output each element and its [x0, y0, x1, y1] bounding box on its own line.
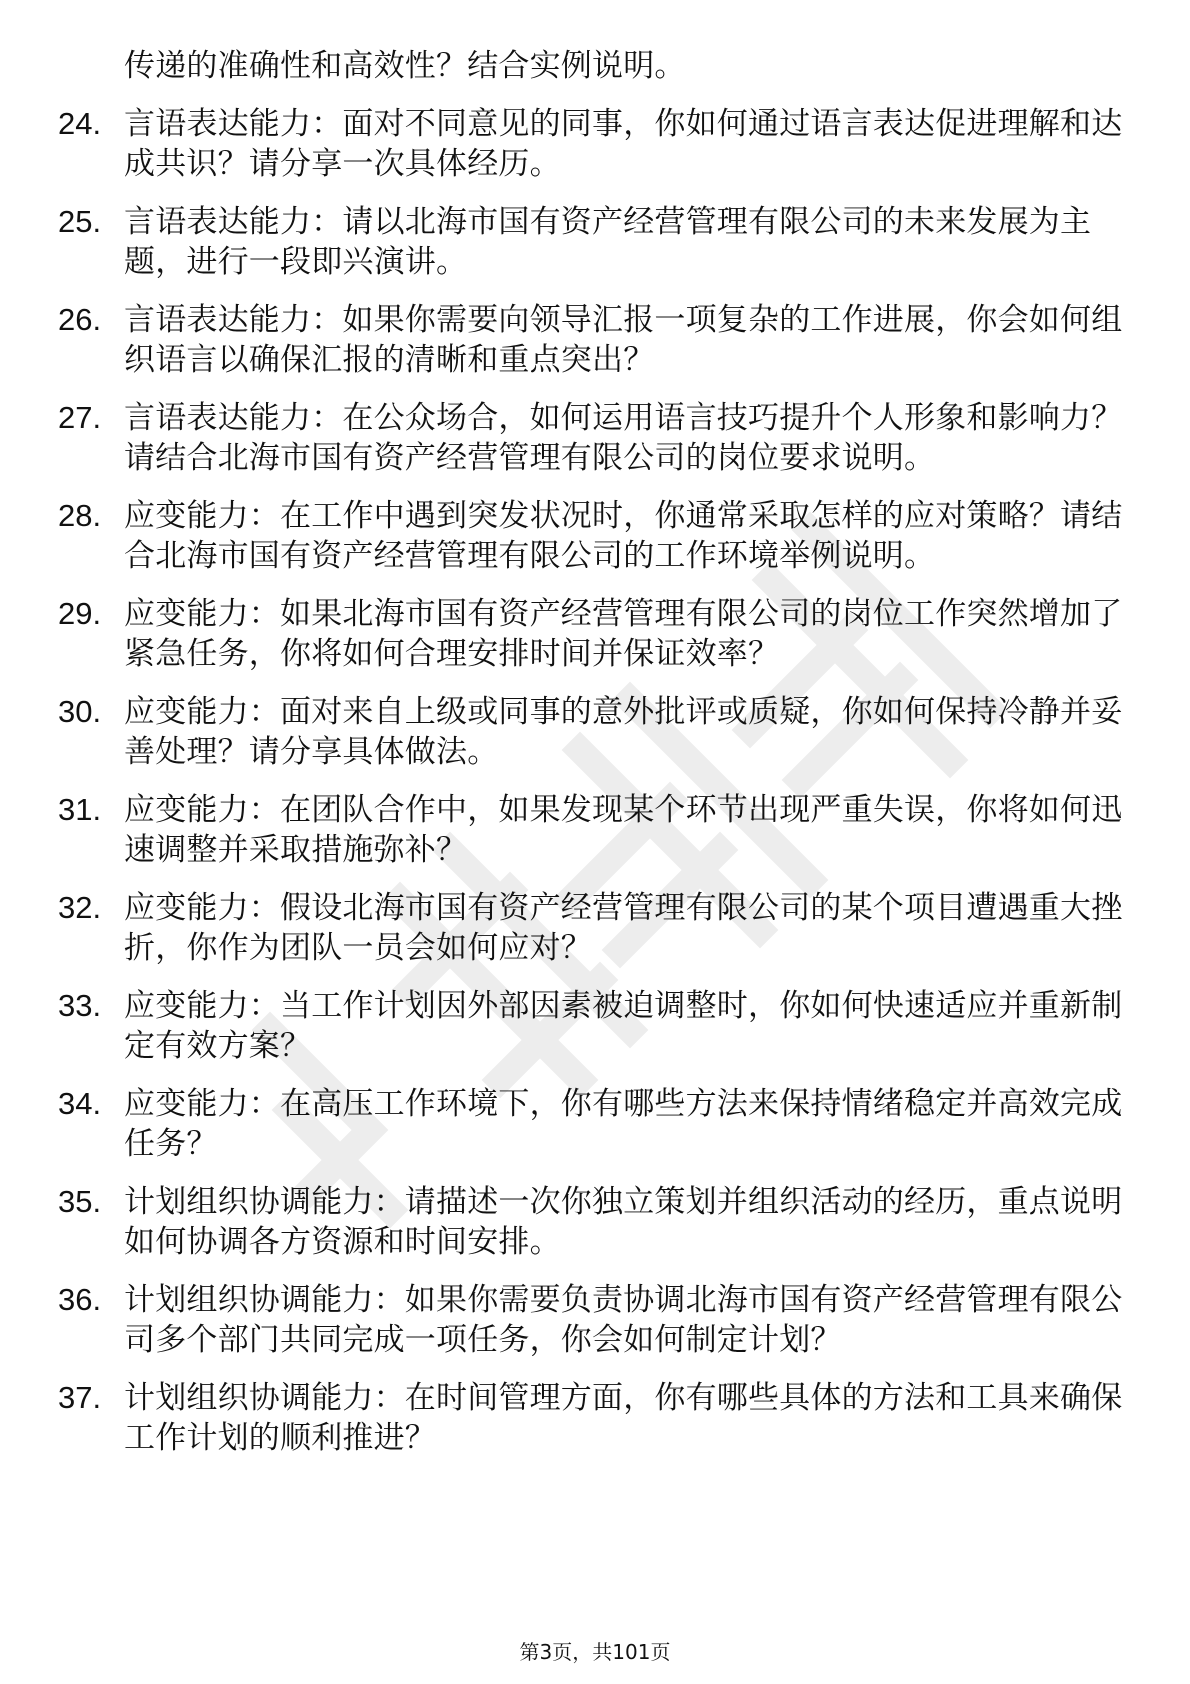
continuation-text: 传递的准确性和高效性？结合实例说明。 [124, 48, 686, 84]
question-text: 应变能力：在工作中遇到突发状况时，你通常采取怎样的应对策略？请结合北海市国有资产经营管理有限公司的工作环境举例说明。 [124, 498, 1123, 574]
question-number: 29. [58, 596, 102, 631]
question-text: 应变能力：面对来自上级或同事的意外批评或质疑，你如何保持冷静并妥善处理？请分享具体做法。 [124, 694, 1123, 770]
question-text: 应变能力：在高压工作环境下，你有哪些方法来保持情绪稳定并高效完成任务？ [124, 1086, 1123, 1162]
question-number: 36. [58, 1282, 102, 1317]
question-number: 32. [58, 890, 102, 925]
question-item-28 [58, 496, 1138, 576]
question-list [58, 104, 1138, 1458]
question-item-27 [58, 398, 1138, 478]
question-text: 言语表达能力：面对不同意见的同事，你如何通过语言表达促进理解和达成共识？请分享一次具体经历。 [124, 106, 1123, 182]
question-text: 言语表达能力：在公众场合，如何运用语言技巧提升个人形象和影响力？请结合北海市国有资产经营管理有限公司的岗位要求说明。 [124, 400, 1123, 476]
question-text: 应变能力：如果北海市国有资产经营管理有限公司的岗位工作突然增加了紧急任务，你将如何合理安排时间并保证效率？ [124, 596, 1123, 672]
question-number: 28. [58, 498, 102, 533]
question-text: 言语表达能力：如果你需要向领导汇报一项复杂的工作进展，你会如何组织语言以确保汇报的清晰和重点突出？ [124, 302, 1123, 378]
question-item-31 [58, 790, 1138, 870]
question-text: 应变能力：在团队合作中，如果发现某个环节出现严重失误，你将如何迅速调整并采取措施弥补？ [124, 792, 1123, 868]
question-item-32 [58, 888, 1138, 968]
question-item-37 [58, 1378, 1138, 1458]
question-number: 35. [58, 1184, 102, 1219]
question-item-25 [58, 202, 1138, 282]
question-number: 25. [58, 204, 102, 239]
question-number: 31. [58, 792, 102, 827]
question-content [58, 46, 1138, 1458]
question-item-36 [58, 1280, 1138, 1360]
question-number: 26. [58, 302, 102, 337]
question-item-34 [58, 1084, 1138, 1164]
question-text: 计划组织协调能力：如果你需要负责协调北海市国有资产经营管理有限公司多个部门共同完成一项任务，你会如何制定计划？ [124, 1282, 1123, 1358]
question-text: 计划组织协调能力：在时间管理方面，你有哪些具体的方法和工具来确保工作计划的顺利推进？ [124, 1380, 1123, 1456]
question-number: 27. [58, 400, 102, 435]
question-number: 37. [58, 1380, 102, 1415]
question-text: 计划组织协调能力：请描述一次你独立策划并组织活动的经历，重点说明如何协调各方资源和时间安排。 [124, 1184, 1123, 1260]
question-item-30 [58, 692, 1138, 772]
question-item-24 [58, 104, 1138, 184]
question-number: 24. [58, 106, 102, 141]
page-footer: 第3页，共101页 [519, 1640, 671, 1664]
question-text: 言语表达能力：请以北海市国有资产经营管理有限公司的未来发展为主题，进行一段即兴演讲。 [124, 204, 1092, 280]
question-text: 应变能力：当工作计划因外部因素被迫调整时，你如何快速适应并重新制定有效方案？ [124, 988, 1123, 1064]
question-item-33 [58, 986, 1138, 1066]
question-item-35 [58, 1182, 1138, 1262]
question-item-26 [58, 300, 1138, 380]
question-number: 33. [58, 988, 102, 1023]
question-number: 34. [58, 1086, 102, 1121]
question-number: 30. [58, 694, 102, 729]
question-item-29 [58, 594, 1138, 674]
question-text: 应变能力：假设北海市国有资产经营管理有限公司的某个项目遭遇重大挫折，你作为团队一员会如何应对？ [124, 890, 1123, 966]
